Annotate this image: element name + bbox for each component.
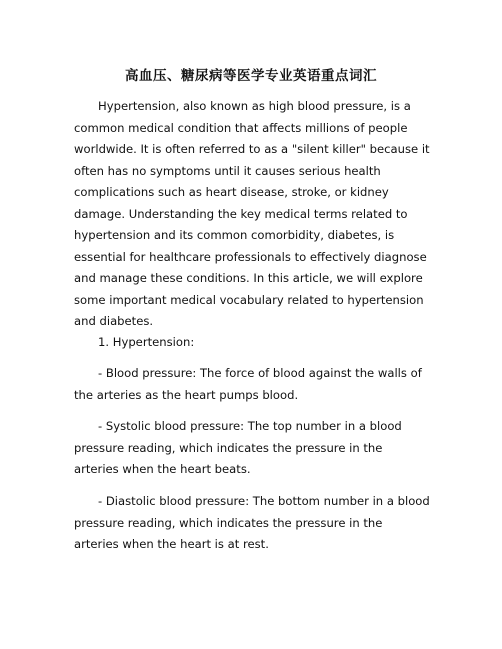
section-heading-hypertension: 1. Hypertension: xyxy=(98,335,195,349)
term-diastolic-blood-pressure: - Diastolic blood pressure: The bottom number in a blood pressure reading, which indicates the pressure in the arteries when the heart is at rest. xyxy=(74,494,430,551)
document-title: 高血压、糖尿病等医学专业英语重点词汇 xyxy=(125,68,377,84)
term-blood-pressure: - Blood pressure: The force of blood against the walls of the arteries as the heart pumps blood. xyxy=(74,366,422,402)
intro-paragraph: Hypertension, also known as high blood pressure, is a common medical condition that affects millions of people worldwide. It is often referred to as a "silent killer" because it often has no symptoms until it causes serious health complications such as heart disease, stroke, or kidney damage. Understanding the key medical terms related to hypertension and its common comorbidity, diabetes, is essential for healthcare professionals to effectively diagnose and manage these conditions. In this article, we will explore some important medical vocabulary related to hypertension and diabetes. xyxy=(74,99,430,328)
term-systolic-blood-pressure: - Systolic blood pressure: The top number in a blood pressure reading, which indicates the pressure in the arteries when the heart beats. xyxy=(74,419,402,476)
